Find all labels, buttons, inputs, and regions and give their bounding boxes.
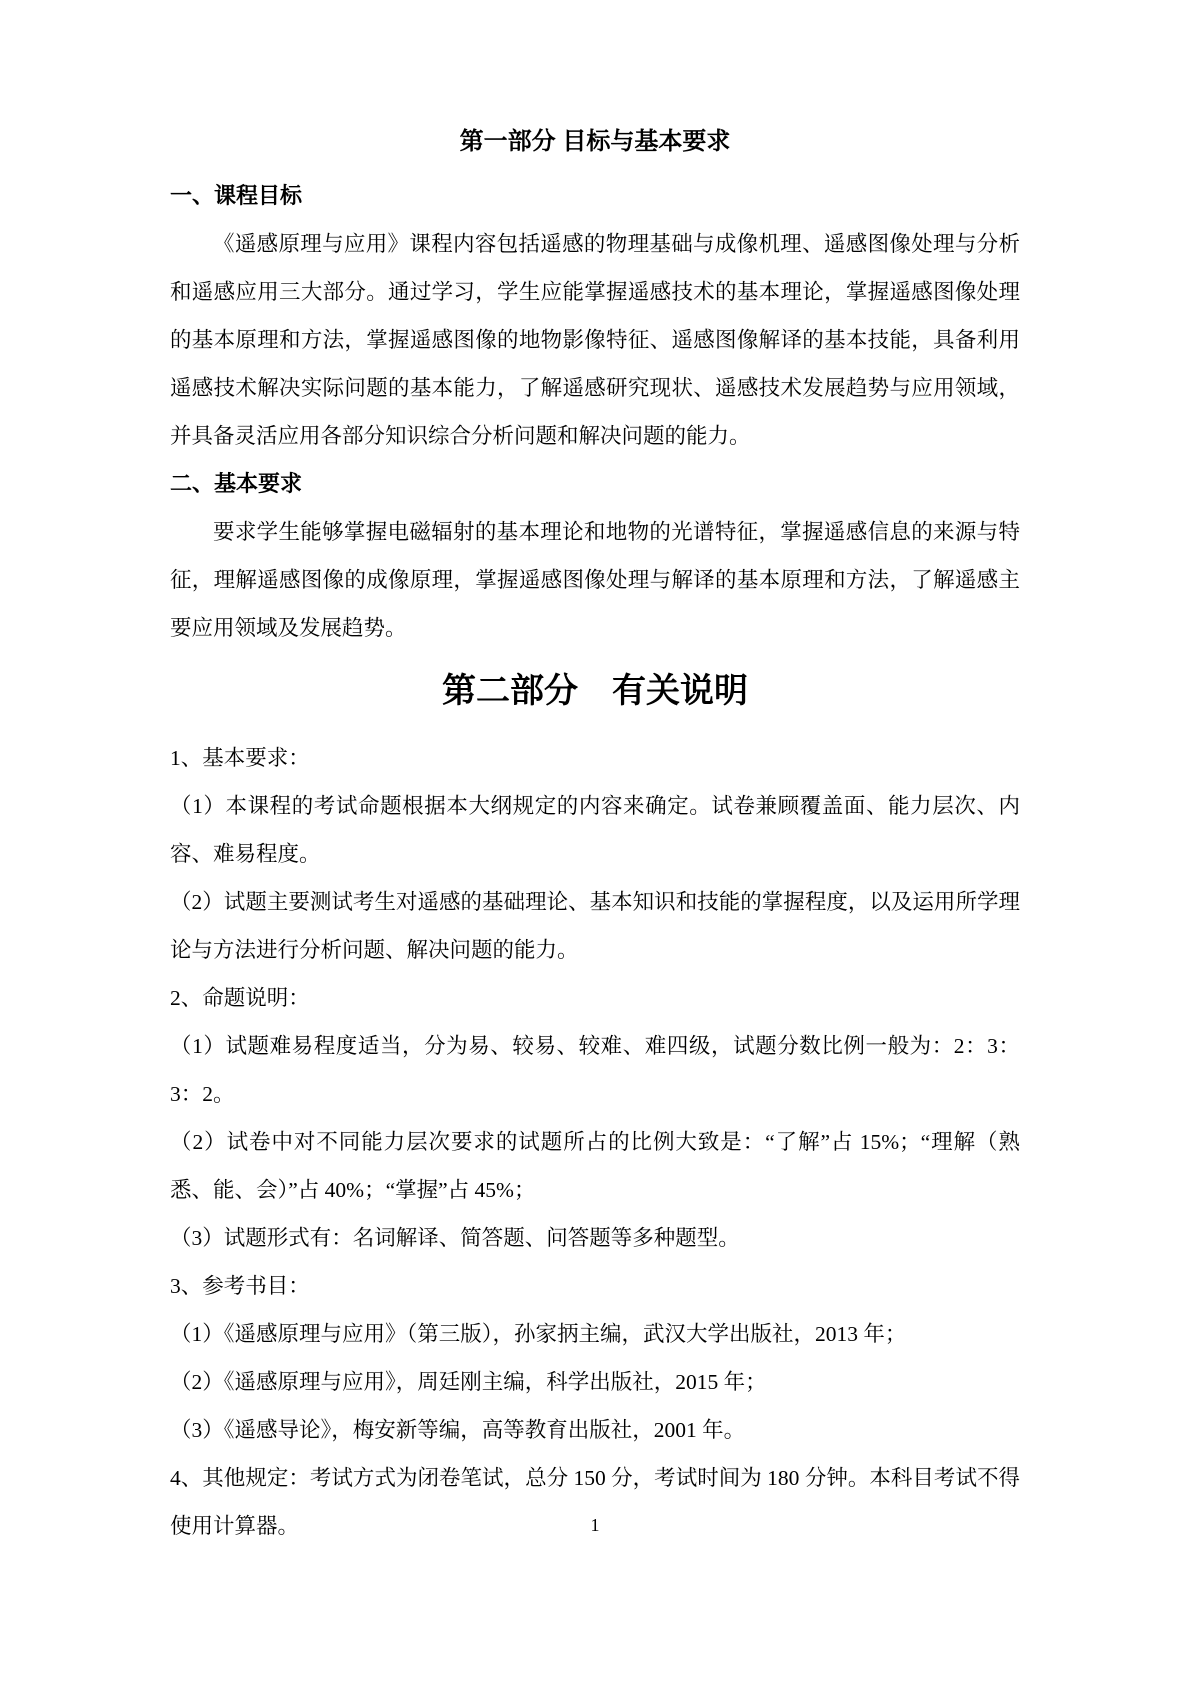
basic-requirements-heading: 二、基本要求 bbox=[170, 471, 303, 496]
list-item: （3）《遥感导论》，梅安新等编，高等教育出版社，2001 年。 bbox=[170, 1418, 746, 1442]
list-item: （1）《遥感原理与应用》（第三版），孙家抦主编，武汉大学出版社，2013 年； bbox=[170, 1322, 907, 1346]
page-number: 1 bbox=[590, 1515, 600, 1535]
list-item-proposition-notes: 2、命题说明： bbox=[170, 986, 310, 1010]
part1-title: 第一部分 目标与基本要求 bbox=[459, 128, 731, 155]
list-item: （2）试题主要测试考生对遥感的基础理论、基本知识和技能的掌握程度，以及运用所学理论与方法进行分析问题、解决问题的能力。 bbox=[170, 890, 1020, 962]
list-item: （1）本课程的考试命题根据本大纲规定的内容来确定。试卷兼顾覆盖面、能力层次、内容、难易程度。 bbox=[170, 794, 1020, 866]
list-item: （2）《遥感原理与应用》，周廷刚主编，科学出版社，2015 年； bbox=[170, 1370, 767, 1394]
course-objective-body: 《遥感原理与应用》课程内容包括遥感的物理基础与成像机理、遥感图像处理与分析和遥感应用三大部分。通过学习，学生应能掌握遥感技术的基本理论，掌握遥感图像处理的基本原理和方法，掌握遥感图像的地物影像特征、遥感图像解译的基本技能，具备利用遥感技术解决实际问题的基本能力，了解遥感研究现状、遥感技术发展趋势与应用领域，并具备灵活应用各部分知识综合分析问题和解决问题的能力。 bbox=[170, 232, 1020, 448]
document-body bbox=[170, 122, 1020, 1550]
list-item-basic-requirements: 1、基本要求： bbox=[170, 746, 310, 770]
list-item-reference-books: 3、参考书目： bbox=[170, 1274, 310, 1298]
course-objective-heading: 一、课程目标 bbox=[170, 183, 303, 208]
list-item: （2）试卷中对不同能力层次要求的试题所占的比例大致是：“了解”占 15%；“理解（熟悉、能、会）”占 40%；“掌握”占 45%； bbox=[170, 1130, 1020, 1202]
list-item: （3）试题形式有：名词解译、简答题、问答题等多种题型。 bbox=[170, 1226, 740, 1250]
basic-requirements-body: 要求学生能够掌握电磁辐射的基本理论和地物的光谱特征，掌握遥感信息的来源与特征，理解遥感图像的成像原理，掌握遥感图像处理与解译的基本原理和方法，了解遥感主要应用领域及发展趋势。 bbox=[170, 520, 1020, 640]
list-item: （1）试题难易程度适当，分为易、较易、较难、难四级，试题分数比例一般为：2：3：3：2。 bbox=[170, 1034, 1020, 1106]
part2-title: 第二部分 有关说明 bbox=[442, 672, 748, 710]
list-item-other-rules: 4、其他规定：考试方式为闭卷笔试，总分 150 分，考试时间为 180 分钟。本科目考试不得使用计算器。 bbox=[170, 1466, 1020, 1538]
